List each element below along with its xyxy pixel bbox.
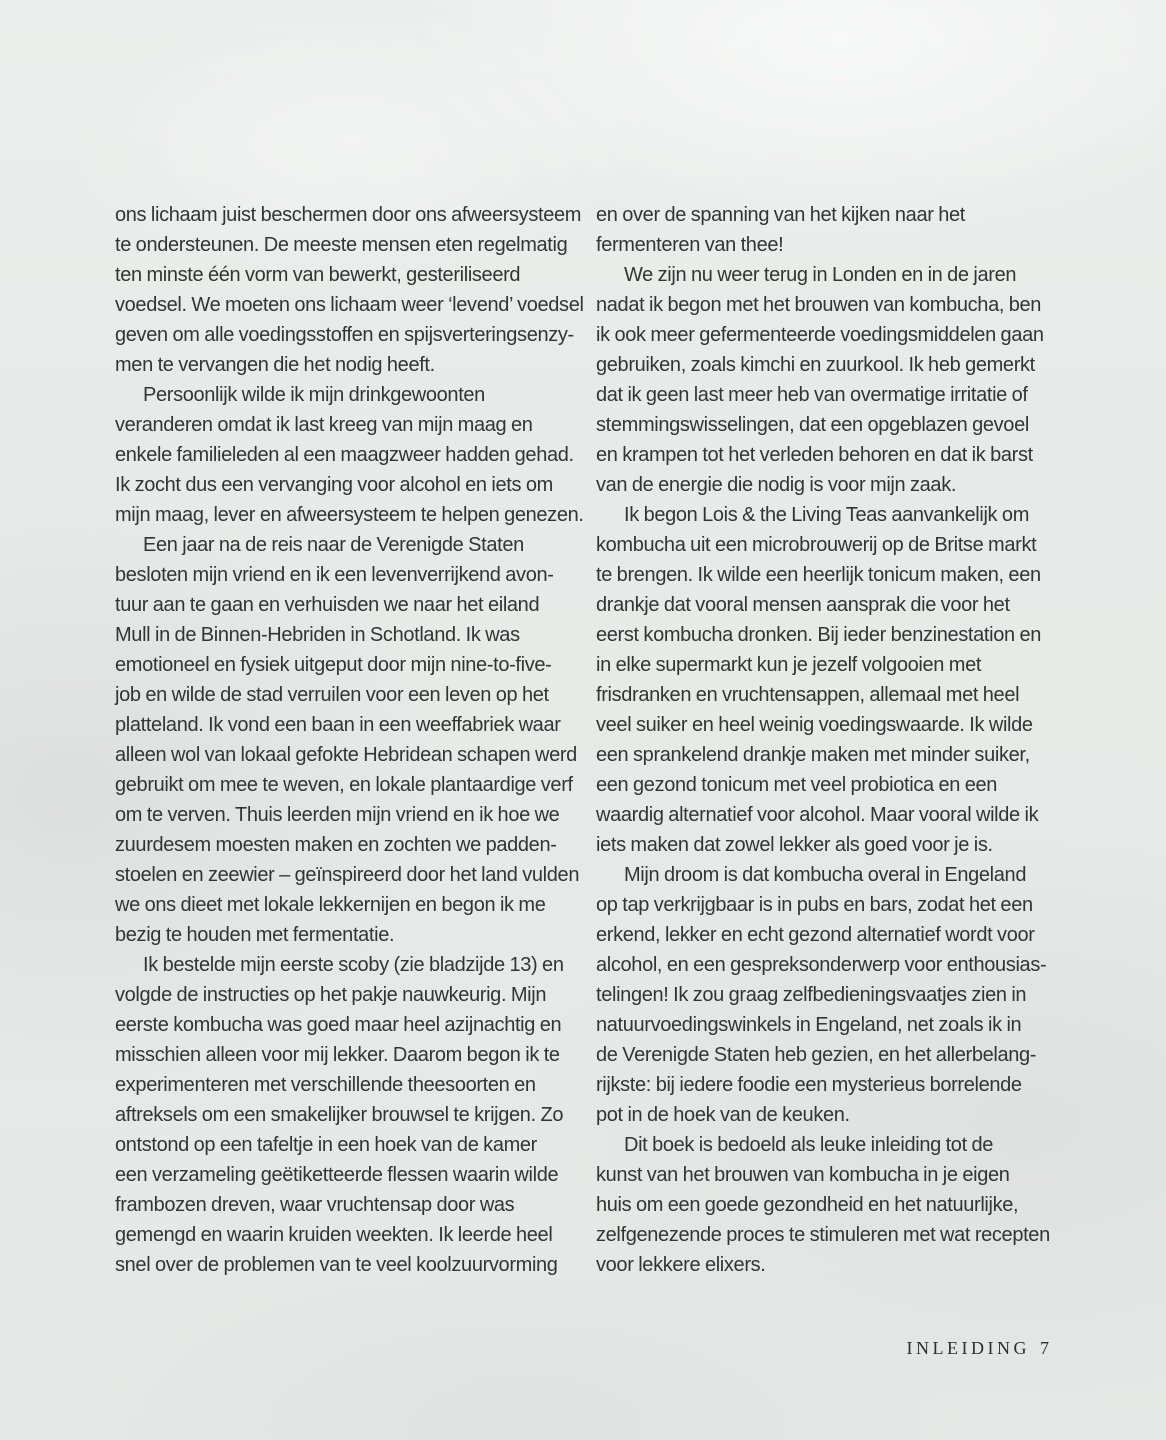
text-line: ontstond op een tafeltje in een hoek van de kamer	[115, 1134, 537, 1156]
text-line: een sprankelend drankje maken met minder suiker,	[596, 744, 1030, 766]
text-line: stemmingswisselingen, dat een opgeblazen gevoel	[596, 414, 1029, 436]
text-line: van de energie die nodig is voor mijn zaak.	[596, 474, 957, 496]
text-line: ik ook meer gefermenteerde voedingsmiddelen gaan	[596, 324, 1044, 346]
text-line: ten minste één vorm van bewerkt, gesteriliseerd	[115, 264, 521, 286]
text-line: We zijn nu weer terug in Londen en in de jaren	[624, 264, 1017, 286]
text-line: we ons dieet met lokale lekkernijen en begon ik me	[115, 894, 546, 916]
text-line: frambozen dreven, waar vruchtensap door was	[115, 1194, 515, 1216]
text-line: besloten mijn vriend en ik een levenverrijkend avon-	[115, 564, 554, 586]
text-line: alleen wol van lokaal gefokte Hebridean schapen werd	[115, 744, 577, 766]
text-line: veranderen omdat ik last kreeg van mijn maag en	[115, 414, 533, 436]
text-line: Ik bestelde mijn eerste scoby (zie bladzijde 13) en	[143, 954, 564, 976]
text-line: experimenteren met verschillende theesoorten en	[115, 1074, 536, 1096]
page-footer	[907, 1336, 1050, 1360]
text-line: voedsel. We moeten ons lichaam weer ‘levend’ voedsel	[115, 294, 584, 316]
text-line: bezig te houden met fermentatie.	[115, 924, 395, 946]
text-line: Ik begon Lois & the Living Teas aanvankelijk om	[624, 504, 1029, 526]
text-line: fermenteren van thee!	[596, 234, 784, 256]
text-line: Dit boek is bedoeld als leuke inleiding tot de	[624, 1134, 994, 1156]
text-line: om te verven. Thuis leerden mijn vriend en ik hoe we	[115, 804, 560, 826]
text-line: aftreksels om een smakelijker brouwsel te krijgen. Zo	[115, 1104, 564, 1126]
text-line: drankje dat vooral mensen aansprak die voor het	[596, 594, 1010, 616]
text-line: waardig alternatief voor alcohol. Maar vooral wilde ik	[596, 804, 1039, 826]
text-line: mijn maag, lever en afweersysteem te helpen genezen.	[115, 504, 584, 526]
text-line: zuurdesem moesten maken en zochten we padden-	[115, 834, 557, 856]
text-line: en over de spanning van het kijken naar het	[596, 204, 965, 226]
footer-section-label: INLEIDING	[906, 1338, 1030, 1358]
text-line: voor lekkere elixers.	[596, 1254, 766, 1276]
text-line: volgde de instructies op het pakje nauwkeurig. Mijn	[115, 984, 547, 1006]
text-line: pot in de hoek van de keuken.	[596, 1104, 850, 1126]
text-line: Een jaar na de reis naar de Verenigde Staten	[143, 534, 524, 556]
text-line: gebruiken, zoals kimchi en zuurkool. Ik heb gemerkt	[596, 354, 1035, 376]
text-line: Persoonlijk wilde ik mijn drinkgewoonten	[143, 384, 485, 406]
text-line: kombucha uit een microbrouwerij op de Britse markt	[596, 534, 1037, 556]
text-line: job en wilde de stad verruilen voor een leven op het	[115, 684, 549, 706]
text-line: Ik zocht dus een vervanging voor alcohol en iets om	[115, 474, 553, 496]
text-line: natuurvoedingswinkels in Engeland, net zoals ik in	[596, 1014, 1022, 1036]
text-line: misschien alleen voor mij lekker. Daarom begon ik te	[115, 1044, 560, 1066]
text-line: geven om alle voedingsstoffen en spijsverteringsenzy-	[115, 324, 574, 346]
text-line: snel over de problemen van te veel koolzuurvorming	[115, 1254, 558, 1276]
text-line: in elke supermarkt kun je jezelf volgooien met	[596, 654, 982, 676]
text-line: op tap verkrijgbaar is in pubs en bars, zodat het een	[596, 894, 1033, 916]
text-line: ons lichaam juist beschermen door ons afweersysteem	[115, 204, 582, 226]
footer-page-number: 7	[1040, 1338, 1050, 1358]
text-line: kunst van het brouwen van kombucha in je eigen	[596, 1164, 1010, 1186]
text-line: telingen! Ik zou graag zelfbedieningsvaatjes zien in	[596, 984, 1027, 1006]
text-line: zelfgenezende proces te stimuleren met wat recepten	[596, 1224, 1050, 1246]
text-line: nadat ik begon met het brouwen van kombucha, ben	[596, 294, 1042, 316]
text-line: te ondersteunen. De meeste mensen eten regelmatig	[115, 234, 568, 256]
text-line: een verzameling geëtiketteerde flessen waarin wilde	[115, 1164, 559, 1186]
text-line: erkend, lekker en echt gezond alternatief wordt voor	[596, 924, 1035, 946]
text-line: eerste kombucha was goed maar heel azijnachtig en	[115, 1014, 562, 1036]
text-line: en krampen tot het verleden behoren en dat ik barst	[596, 444, 1033, 466]
text-line: veel suiker en heel weinig voedingswaarde. Ik wilde	[596, 714, 1033, 736]
text-line: eerst kombucha dronken. Bij ieder benzinestation en	[596, 624, 1041, 646]
text-line: tuur aan te gaan en verhuisden we naar het eiland	[115, 594, 540, 616]
text-line: platteland. Ik vond een baan in een weeffabriek waar	[115, 714, 561, 736]
text-line: gemengd en waarin kruiden weekten. Ik leerde heel	[115, 1224, 553, 1246]
text-line: gebruikt om mee te weven, en lokale plantaardige verf	[115, 774, 573, 796]
text-line: te brengen. Ik wilde een heerlijk tonicum maken, een	[596, 564, 1041, 586]
text-line: enkele familieleden al een maagzweer hadden gehad.	[115, 444, 574, 466]
text-line: Mijn droom is dat kombucha overal in Engeland	[624, 864, 1027, 886]
text-line: rijkste: bij iedere foodie een mysterieus borrelende	[596, 1074, 1022, 1096]
text-line: men te vervangen die het nodig heeft.	[115, 354, 435, 376]
text-line: stoelen en zeewier – geïnspireerd door het land vulden	[115, 864, 580, 886]
text-line: Mull in de Binnen-Hebriden in Schotland. Ik was	[115, 624, 520, 646]
text-line: huis om een goede gezondheid en het natuurlijke,	[596, 1194, 1019, 1216]
text-line: frisdranken en vruchtensappen, allemaal met heel	[596, 684, 1020, 706]
text-column-right	[596, 200, 1061, 1280]
text-line: emotioneel en fysiek uitgeput door mijn nine-to-five-	[115, 654, 552, 676]
text-line: een gezond tonicum met veel probiotica en een	[596, 774, 998, 796]
text-line: iets maken dat zowel lekker als goed voor je is.	[596, 834, 993, 856]
text-line: alcohol, en een gespreksonderwerp voor enthousias-	[596, 954, 1047, 976]
text-line: de Verenigde Staten heb gezien, en het allerbelang-	[596, 1044, 1037, 1066]
text-column-left	[115, 200, 584, 1280]
text-line: dat ik geen last meer heb van overmatige irritatie of	[596, 384, 1028, 406]
